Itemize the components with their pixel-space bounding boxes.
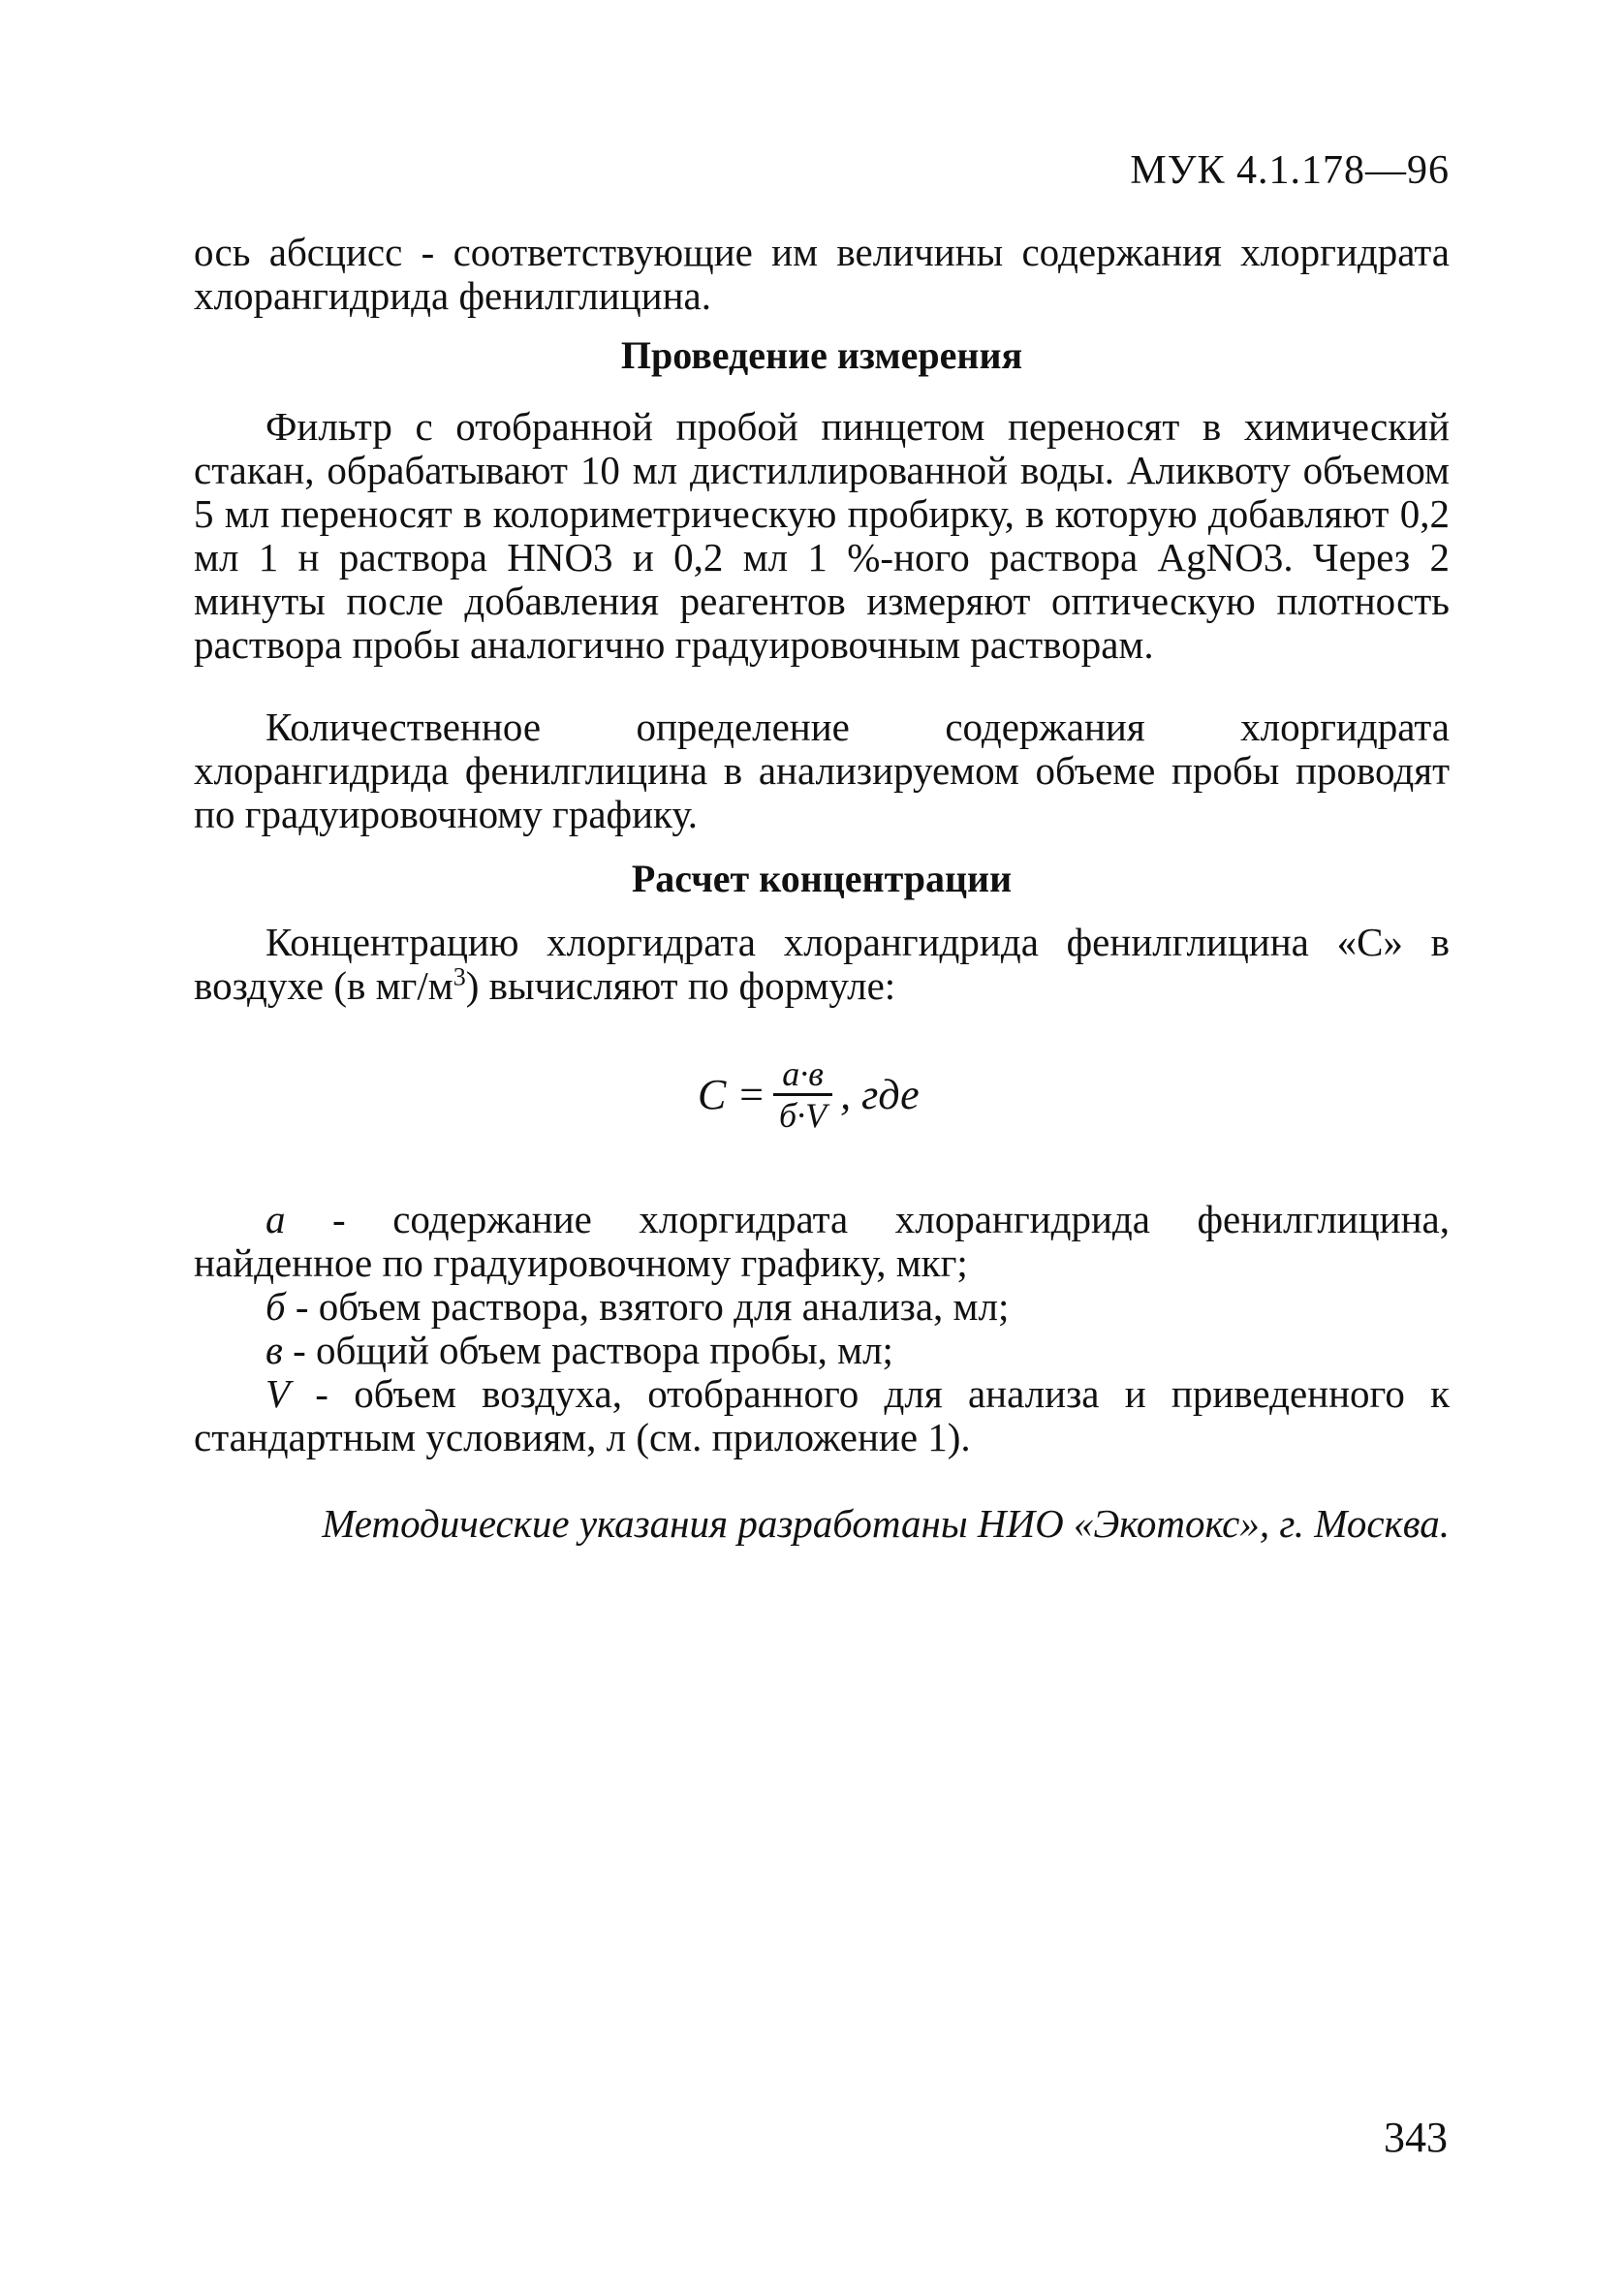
concentration-formula (698, 1054, 920, 1135)
definition-text: - общий объем раствора пробы, мл; (282, 1328, 893, 1372)
definition-symbol: в (265, 1328, 283, 1372)
calculation-text-part2: ) вычисляют по формуле: (465, 963, 896, 1008)
definition-text: - содержание хлоргидрата хлорангидрида фенилглицина, найденное по градуировочному графику, мкг; (194, 1197, 1450, 1285)
formula-fraction (773, 1054, 832, 1135)
formula-suffix: , где (840, 1071, 920, 1118)
document-code: МУК 4.1.178—96 (1130, 148, 1450, 193)
calculation-paragraph (194, 921, 1450, 1008)
formula-numerator: а·в (782, 1054, 824, 1093)
formula-denominator: б·V (779, 1096, 828, 1135)
measurement-paragraph-1: Фильтр с отобранной пробой пинцетом переносят в химический стакан, обрабатывают 10 мл дистиллированной воды. Аликвоту объемом 5 мл переносят в колориметрическую пробирку, в которую добавляют 0,2 мл 1 н раствора HNO3 и 0,2 мл 1 %-ного раствора AgNO3. Через 2 минуты после добавления реагентов измеряют оптическую плотность раствора пробы аналогично градуировочным растворам. (194, 404, 1450, 667)
calculation-text-part1: Концентрацию хлоргидрата хлорангидрида фенилглицина «C» в воздухе (в мг/м (194, 920, 1450, 1008)
developer-note: Методические указания разработаны НИО «Экотокс», г. Москва. (322, 1501, 1450, 1546)
intro-paragraph: ось абсцисс - соответствующие им величины содержания хлоргидрата хлорангидрида фенилглицина. (194, 230, 1450, 318)
definition-symbol: а (265, 1197, 286, 1241)
page-number: 343 (1384, 2114, 1448, 2161)
definition-item (194, 1372, 1450, 1459)
definition-symbol: V (265, 1371, 291, 1416)
definition-item (194, 1285, 1450, 1329)
definition-item (194, 1329, 1450, 1372)
definition-symbol: б (265, 1284, 286, 1329)
definitions-list (194, 1198, 1450, 1459)
definition-text: - объем воздуха, отобранного для анализа и приведенного к стандартным условиям, л (см. приложение 1). (194, 1371, 1450, 1459)
units-superscript: 3 (453, 962, 466, 991)
measurement-paragraph-2: Количественное определение содержания хлоргидрата хлорангидрида фенилглицина в анализируемом объеме пробы проводят по градуировочному графику. (194, 705, 1450, 836)
definition-text: - объем раствора, взятого для анализа, мл; (285, 1284, 1010, 1329)
definition-item (194, 1198, 1450, 1285)
section-heading-calculation: Расчет концентрации (631, 857, 1013, 900)
section-heading-measurement: Проведение измерения (620, 333, 1023, 377)
formula-lhs: C = (698, 1071, 766, 1118)
